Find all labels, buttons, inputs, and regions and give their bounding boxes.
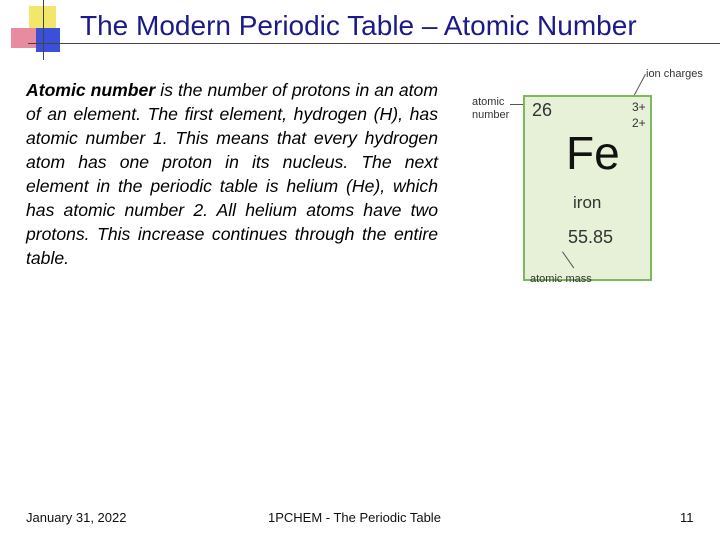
label-ion-charges: ion charges — [646, 68, 703, 80]
element-symbol: Fe — [566, 127, 620, 179]
label-atomic-mass: atomic mass — [530, 273, 592, 285]
label-atomic-number-line1: atomic — [472, 96, 505, 108]
element-name: iron — [573, 193, 602, 212]
footer-title: 1PCHEM - The Periodic Table — [268, 510, 441, 525]
element-mass: 55.85 — [568, 227, 614, 247]
body-term: Atomic number — [26, 80, 156, 100]
slide-title: The Modern Periodic Table – Atomic Number — [80, 10, 637, 41]
element-diagram — [470, 64, 720, 294]
element-charge-2: 2+ — [632, 116, 646, 130]
decor-square-blue — [36, 28, 60, 52]
title-underline — [28, 43, 720, 44]
label-atomic-number-line2: number — [472, 109, 510, 121]
element-charge-1: 3+ — [632, 100, 646, 114]
element-number: 26 — [532, 100, 553, 120]
body-paragraph — [26, 78, 438, 270]
decor-vertical-line — [43, 0, 44, 60]
body-text: is the number of protons in an atom of an element. The first element, hydrogen (H), has atomic number 1. This means that every hydrogen atom has one proton in its nucleus. The next element in the periodic table is helium (He), which has atomic number 2. All helium atoms have two protons. This increase continues through the entire table. — [26, 80, 438, 268]
footer-page-number: 11 — [680, 510, 694, 525]
footer-date: January 31, 2022 — [26, 510, 127, 525]
